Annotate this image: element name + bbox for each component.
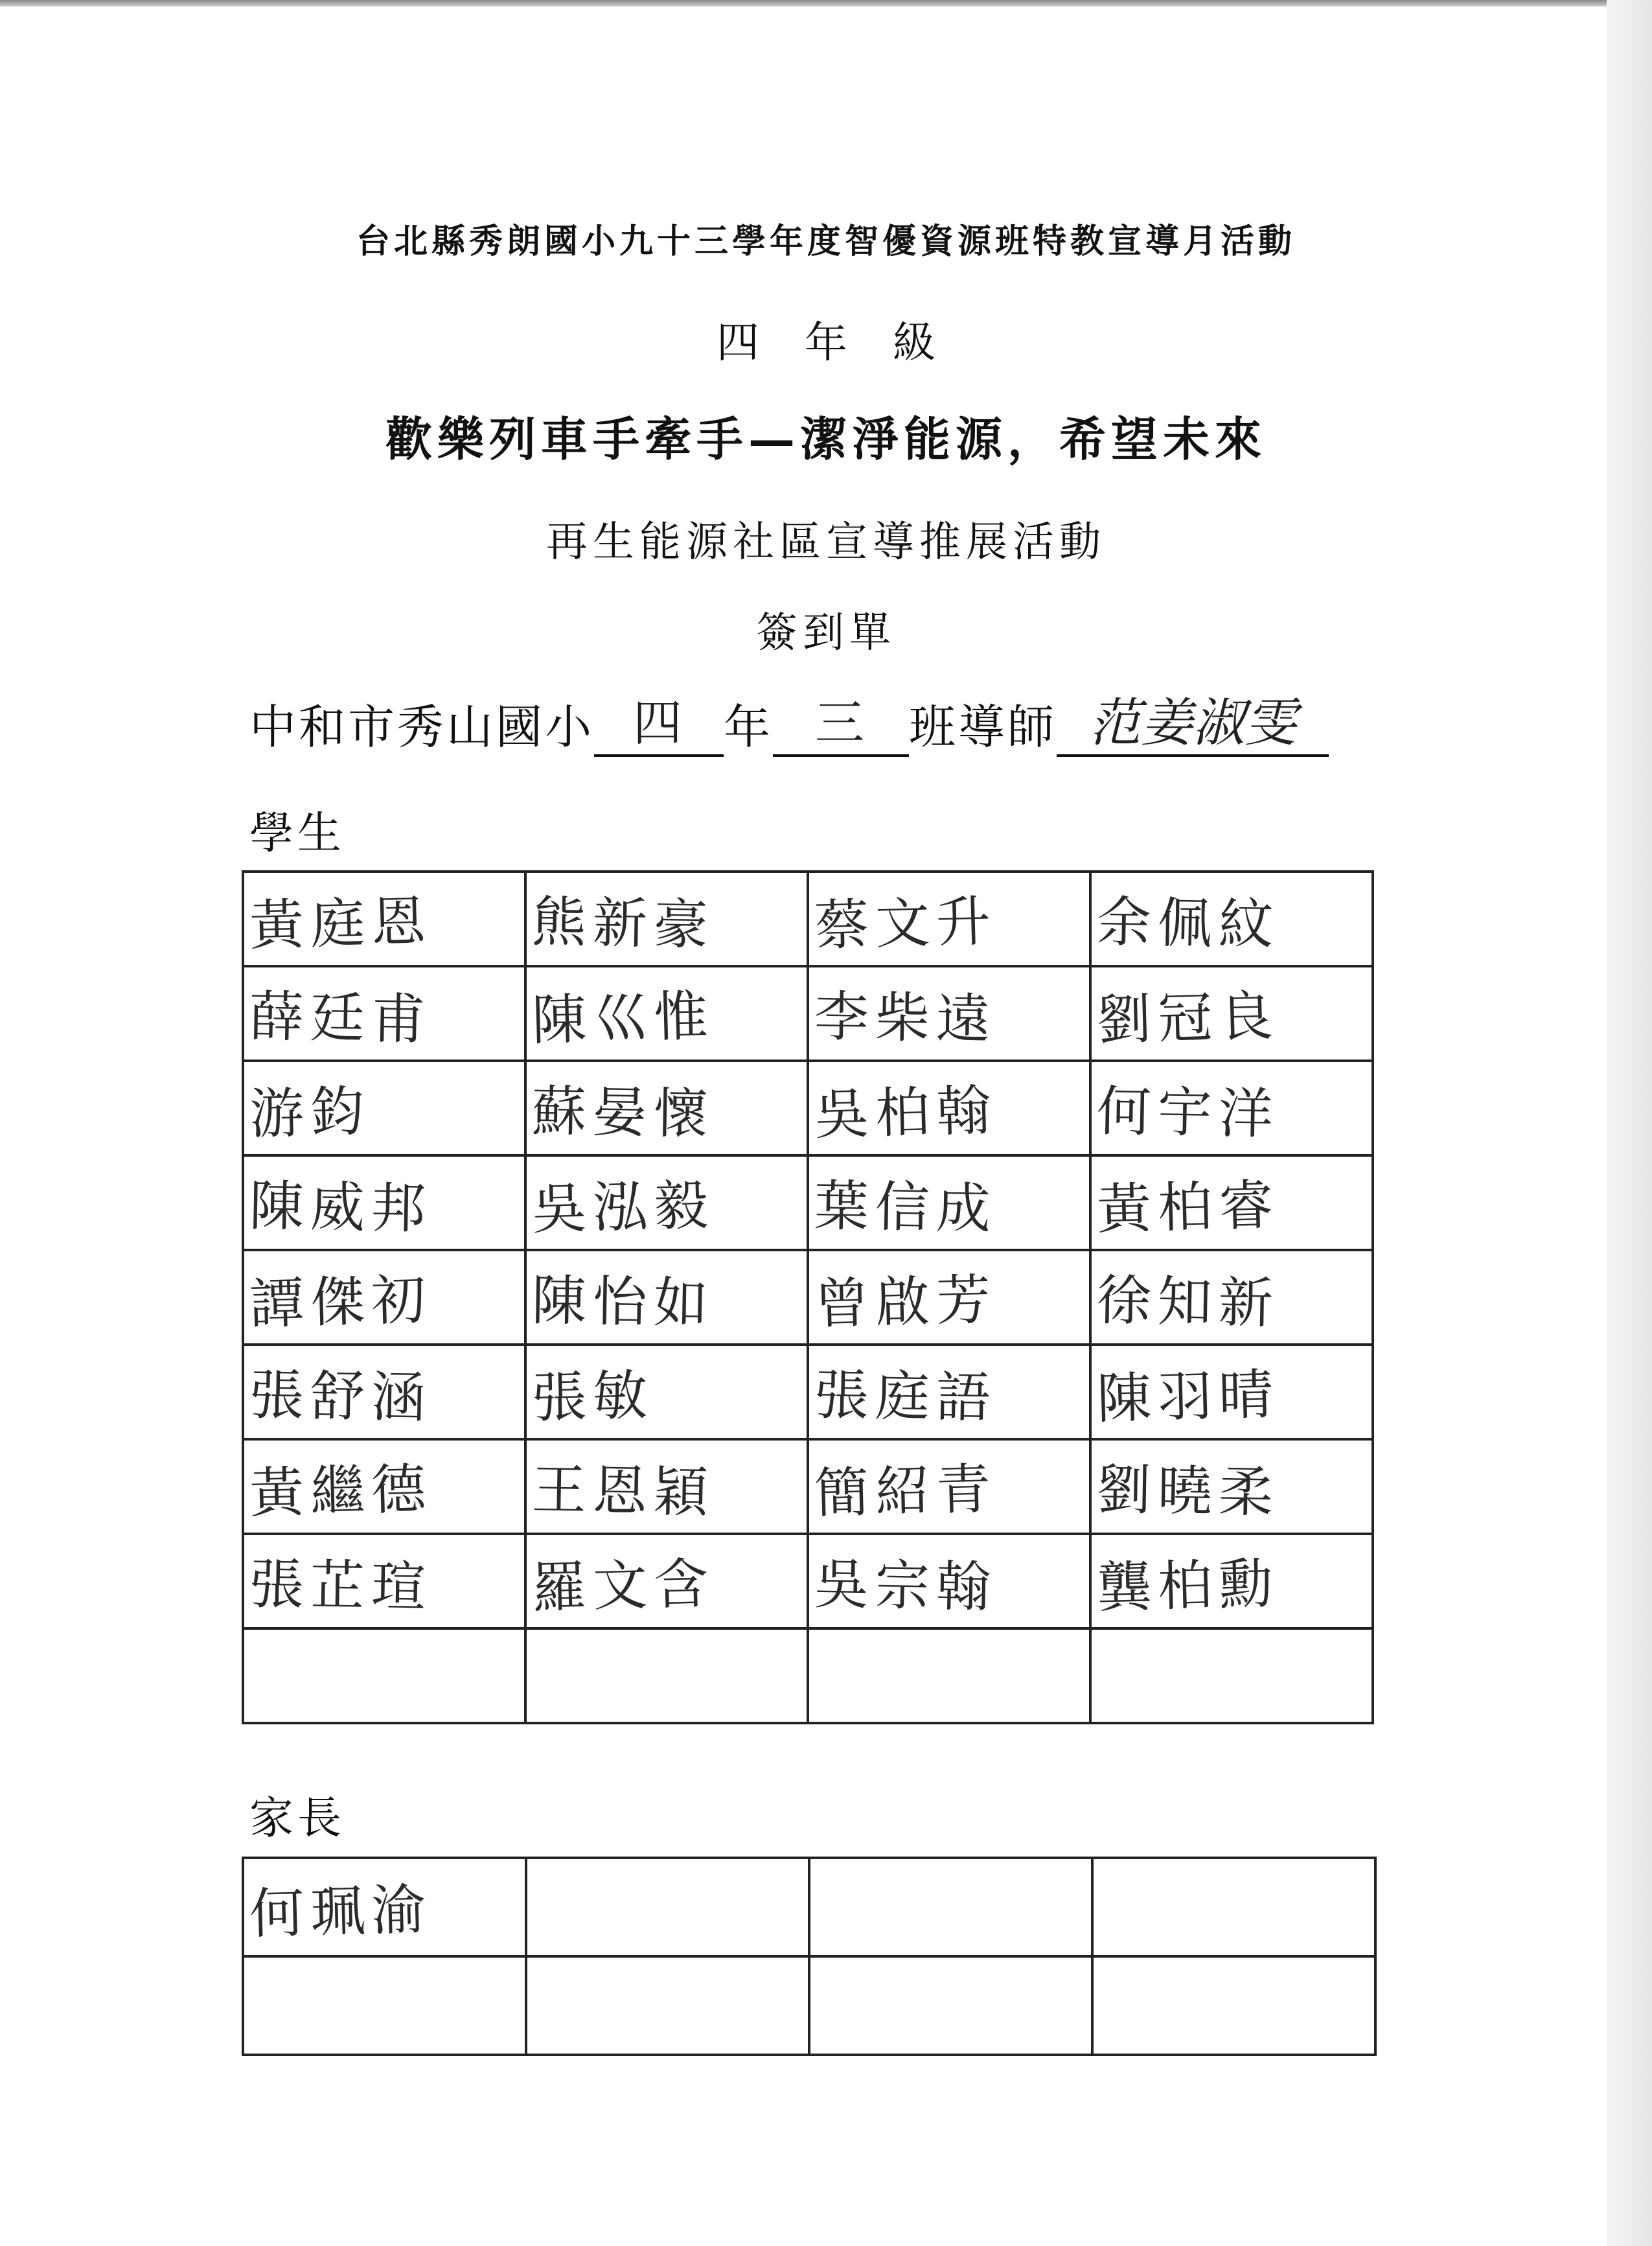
signature-text: 蘇晏懷 — [531, 1079, 715, 1146]
signature-cell[interactable] — [525, 1155, 808, 1250]
signature-cell[interactable] — [525, 1250, 808, 1345]
signature-cell[interactable] — [809, 1858, 1092, 1956]
signature-cell[interactable] — [1090, 872, 1373, 966]
grade-title: 四年級 — [717, 318, 981, 367]
signature-cell[interactable] — [243, 1628, 525, 1723]
table-row — [243, 966, 1373, 1061]
signature-text: 王恩穎 — [531, 1457, 715, 1524]
signature-text: 張舒涵 — [249, 1363, 433, 1430]
signature-cell[interactable] — [808, 872, 1090, 966]
class-field[interactable]: 三 — [773, 692, 909, 757]
signature-cell[interactable] — [1090, 966, 1373, 1061]
signature-cell[interactable] — [243, 1155, 525, 1250]
signature-text: 陳巛惟 — [531, 983, 716, 1052]
signature-text: 張敏 — [531, 1363, 655, 1430]
signature-cell[interactable] — [808, 1628, 1090, 1723]
signature-cell[interactable] — [243, 1858, 526, 1956]
signature-text: 薛廷甫 — [249, 984, 433, 1051]
signature-cell[interactable] — [1090, 1345, 1373, 1439]
sheet-title: 簽到單 — [756, 609, 896, 657]
signature-cell[interactable] — [1090, 1250, 1373, 1345]
signature-text: 吳宗翰 — [814, 1552, 998, 1619]
signature-cell[interactable] — [1092, 1858, 1375, 1956]
signature-text: 張庭語 — [814, 1363, 998, 1430]
signature-text: 李柴遠 — [814, 984, 998, 1051]
signature-text: 黃庭恩 — [248, 888, 433, 958]
signature-cell[interactable] — [1090, 1061, 1373, 1155]
signature-cell[interactable] — [808, 1250, 1090, 1345]
signature-cell[interactable] — [525, 1628, 808, 1723]
signature-text: 陳羽晴 — [1096, 1361, 1281, 1431]
school-name: 中和市秀山國小 — [249, 700, 595, 754]
signature-cell[interactable] — [243, 1061, 525, 1155]
signature-cell[interactable] — [525, 1534, 808, 1628]
signature-cell[interactable] — [526, 1956, 809, 2055]
student-signature-table — [242, 870, 1374, 1724]
event-title: 歡樂列車手牽手—潔淨能源，希望未來 — [385, 411, 1267, 467]
signature-cell[interactable] — [1090, 1439, 1373, 1534]
signature-text: 羅文含 — [531, 1551, 716, 1620]
parent-signature-table — [242, 1857, 1377, 2056]
signature-cell[interactable] — [808, 1439, 1090, 1534]
grade-field[interactable]: 四 — [594, 692, 724, 757]
signature-cell[interactable] — [1090, 1534, 1373, 1628]
signature-text: 葉信成 — [814, 1174, 998, 1240]
table-row — [243, 1956, 1375, 2055]
signature-text: 何珮渝 — [248, 1877, 433, 1946]
signature-cell[interactable] — [808, 1534, 1090, 1628]
signature-text: 劉冠良 — [1096, 983, 1281, 1052]
table-row — [243, 1061, 1373, 1155]
table-row — [243, 872, 1373, 966]
signature-cell[interactable] — [243, 1250, 525, 1345]
signature-text: 熊新豪 — [531, 890, 715, 956]
table-row — [243, 1439, 1373, 1534]
signature-cell[interactable] — [808, 966, 1090, 1061]
signature-text: 何宇洋 — [1096, 1079, 1280, 1146]
signature-cell[interactable] — [243, 1439, 525, 1534]
signature-text: 簡紹青 — [813, 1456, 998, 1525]
signature-cell[interactable] — [525, 1061, 808, 1155]
signature-text: 黃柏睿 — [1096, 1172, 1281, 1242]
class-info-line — [249, 692, 1329, 757]
signature-cell[interactable] — [809, 1956, 1092, 2055]
signature-cell[interactable] — [525, 966, 808, 1061]
table-row — [243, 1250, 1373, 1345]
signature-text: 徐知新 — [1096, 1268, 1280, 1335]
signature-cell[interactable] — [525, 1345, 808, 1439]
students-section-label: 學生 — [249, 808, 346, 859]
sub-title: 再生能源社區宣導推展活動 — [546, 518, 1106, 566]
signature-cell[interactable] — [808, 1155, 1090, 1250]
teacher-signature-field[interactable]: 范姜淑雯 — [1057, 692, 1329, 757]
signature-cell[interactable] — [1092, 1956, 1375, 2055]
signature-text: 蔡文升 — [813, 888, 998, 958]
signature-text: 吳柏翰 — [813, 1078, 998, 1147]
signature-text: 游鈞 — [248, 1079, 373, 1146]
table-row — [243, 1534, 1373, 1628]
signature-text: 譚傑初 — [248, 1267, 433, 1336]
signature-text: 龔柏勳 — [1096, 1551, 1281, 1620]
table-row — [243, 1155, 1373, 1250]
signature-text: 曾啟芳 — [813, 1267, 998, 1336]
signature-text: 黃繼德 — [248, 1456, 433, 1525]
signature-cell[interactable] — [1090, 1628, 1373, 1723]
signature-cell[interactable] — [525, 872, 808, 966]
signature-cell[interactable] — [243, 966, 525, 1061]
signature-cell[interactable] — [243, 1534, 525, 1628]
signature-cell[interactable] — [808, 1061, 1090, 1155]
signature-text: 陳怡如 — [531, 1268, 715, 1335]
signature-text: 余佩紋 — [1096, 890, 1280, 956]
signature-cell[interactable] — [526, 1858, 809, 1956]
class-suffix: 班導師 — [909, 700, 1057, 754]
table-row — [243, 1345, 1373, 1439]
signature-cell[interactable] — [243, 872, 525, 966]
grade-suffix: 年 — [724, 700, 774, 754]
signature-text: 劉曉柔 — [1096, 1457, 1280, 1524]
signature-text: 陳威邦 — [249, 1174, 433, 1240]
signature-cell[interactable] — [243, 1345, 525, 1439]
signature-text: 張芷瑄 — [249, 1552, 433, 1619]
school-title: 台北縣秀朗國小九十三學年度智優資源班特教宣導月活動 — [356, 222, 1296, 261]
signature-cell[interactable] — [1090, 1155, 1373, 1250]
table-row — [243, 1628, 1373, 1723]
signature-cell[interactable] — [525, 1439, 808, 1534]
table-row — [243, 1858, 1375, 1956]
scan-top-edge — [0, 0, 1652, 6]
signature-text: 吳泓毅 — [531, 1172, 716, 1242]
parents-section-label: 家長 — [249, 1793, 346, 1844]
signature-cell[interactable] — [243, 1956, 526, 2055]
signature-cell[interactable] — [808, 1345, 1090, 1439]
